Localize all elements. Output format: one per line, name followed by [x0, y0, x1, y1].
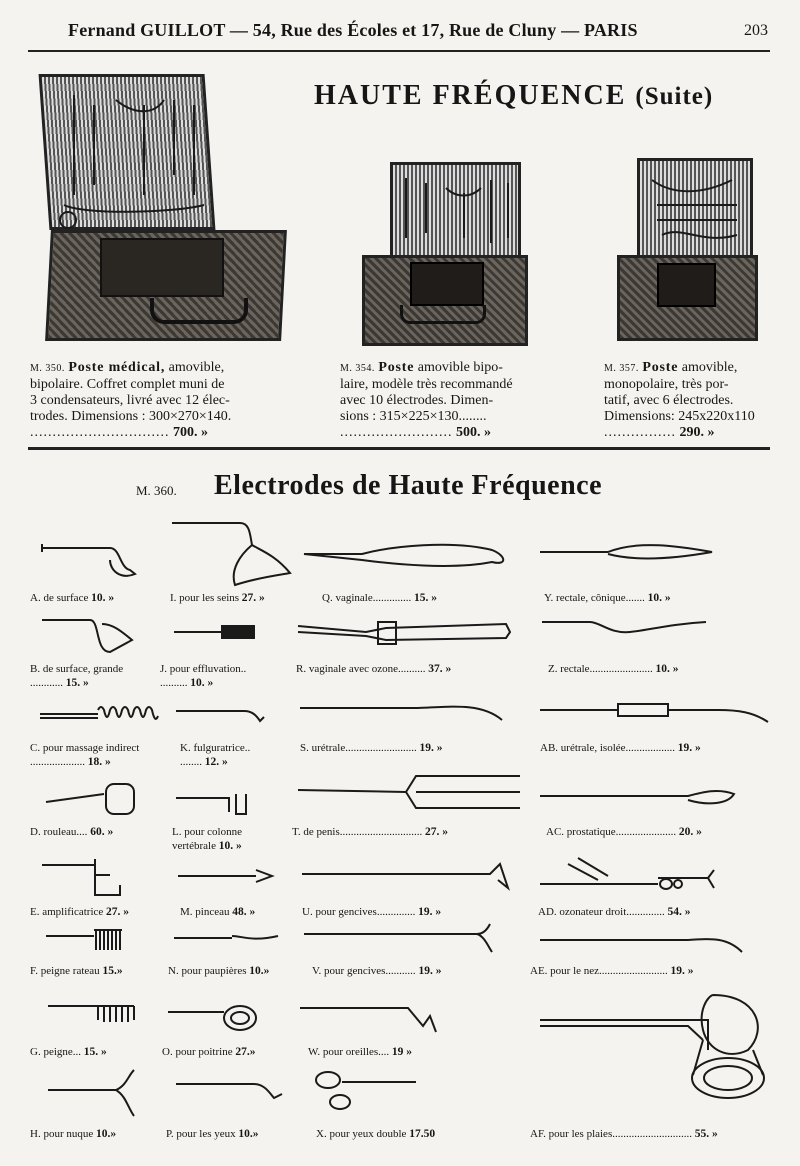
- electrode-label-m: [180, 905, 255, 919]
- electrode-name: Z. rectale.......................: [548, 663, 653, 675]
- electrode-label-q: [322, 591, 437, 605]
- electrode-dots: ........: [180, 756, 202, 768]
- electrode-price: 20. »: [678, 826, 702, 838]
- product-dots: .........................: [340, 425, 453, 440]
- electrode-label-a: [30, 591, 114, 605]
- electrode-price: 54. »: [667, 906, 691, 918]
- product-desc-m350: [30, 360, 280, 441]
- electrode-w-drawing: [298, 998, 448, 1038]
- electrode-name: L. pour colonne: [172, 826, 242, 838]
- electrode-b-drawing: [40, 612, 140, 657]
- electrode-name: F. peigne rateau: [30, 965, 100, 977]
- electrode-j-drawing: [172, 622, 262, 642]
- electrode-price: 15.»: [102, 965, 123, 977]
- electrode-label-p: [166, 1127, 259, 1141]
- electrode-u-drawing: [300, 860, 515, 890]
- product-name: Poste: [378, 360, 415, 375]
- product-desc-m354: [340, 360, 555, 441]
- electrode-ae-drawing: [538, 930, 748, 960]
- electrode-label-s: [300, 741, 442, 755]
- electrodes-ref: M. 360.: [136, 483, 177, 498]
- electrode-name: H. pour nuque: [30, 1128, 94, 1140]
- electrode-d-drawing: [44, 780, 144, 820]
- electrode-name: AC. prostatique......................: [546, 826, 677, 838]
- product-name: Poste: [642, 360, 679, 375]
- electrode-name: I. pour les seins: [170, 592, 240, 604]
- electrode-label-o: [162, 1045, 255, 1059]
- electrodes-title: Electrodes de Haute Fréquence: [214, 470, 603, 501]
- electrode-label-ae: [530, 964, 694, 978]
- product-dots: ...............................: [30, 425, 170, 440]
- electrode-name: R. vaginale avec ozone..........: [296, 663, 426, 675]
- electrode-name: S. urétrale..........................: [300, 742, 417, 754]
- electrode-o-drawing: [166, 1002, 261, 1037]
- product-text: laire, modèle très recommandé: [340, 377, 513, 392]
- electrode-price: 15. »: [83, 1046, 107, 1058]
- case-apparatus: [410, 262, 484, 306]
- electrode-l-drawing: [174, 790, 254, 820]
- electrode-label-b: [30, 662, 123, 690]
- electrode-name: AE. pour le nez.........................: [530, 965, 668, 977]
- product-text: amovible bipo-: [417, 360, 503, 375]
- electrode-label-n: [168, 964, 269, 978]
- electrode-price: 27.»: [235, 1046, 256, 1058]
- electrode-label-ac: [546, 825, 702, 839]
- header-address: Fernand GUILLOT — 54, Rue des Écoles et 17, Rue de Cluny — PARIS: [68, 20, 638, 40]
- product-ref: M. 350.: [30, 363, 65, 374]
- electrode-price: 10.»: [96, 1128, 117, 1140]
- electrode-price: 27. »: [241, 592, 265, 604]
- electrode-price: 27. »: [106, 906, 130, 918]
- electrode-y-drawing: [538, 540, 718, 570]
- electrode-price: 19. »: [677, 742, 701, 754]
- electrode-price: 18. »: [87, 756, 111, 768]
- electrode-name: Q. vaginale..............: [322, 592, 412, 604]
- electrode-v-drawing: [302, 922, 502, 957]
- electrode-ac-drawing: [538, 784, 738, 814]
- electrode-name: P. pour les yeux: [166, 1128, 236, 1140]
- product-text: amovible,: [681, 360, 738, 375]
- electrode-label-g: [30, 1045, 107, 1059]
- electrode-label-u: [302, 905, 441, 919]
- electrode-name: E. amplificatrice: [30, 906, 104, 918]
- electrode-dots: vertébrale: [172, 840, 216, 852]
- product-dots: ................: [604, 425, 676, 440]
- electrode-price: 10.»: [249, 965, 270, 977]
- electrode-name: Y. rectale, cônique.......: [544, 592, 645, 604]
- electrode-label-k: [180, 741, 250, 769]
- electrode-name: AD. ozonateur droit..............: [538, 906, 665, 918]
- electrode-i-drawing: [170, 515, 295, 585]
- electrode-label-j: [160, 662, 246, 690]
- electrode-price: 10.»: [238, 1128, 259, 1140]
- electrode-name: D. rouleau....: [30, 826, 88, 838]
- electrode-name: U. pour gencives..............: [302, 906, 416, 918]
- electrode-name: V. pour gencives...........: [312, 965, 416, 977]
- electrode-t-drawing: [296, 770, 526, 815]
- electrode-label-l: [172, 825, 242, 853]
- electrode-name: AF. pour les plaies.............................: [530, 1128, 692, 1140]
- electrode-label-c: [30, 741, 139, 769]
- lid-electrodes-illustration: [642, 165, 752, 260]
- electrode-label-af: [530, 1127, 718, 1141]
- electrode-h-drawing: [46, 1068, 141, 1118]
- product-image-m354: [360, 160, 525, 345]
- section-title-suite: (Suite): [635, 83, 714, 110]
- section-divider: [28, 447, 770, 450]
- electrode-price: 15. »: [65, 677, 89, 689]
- electrode-dots: ..........: [160, 677, 188, 689]
- electrode-name: C. pour massage indirect: [30, 742, 140, 754]
- electrode-price: 27. »: [425, 826, 449, 838]
- electrode-label-e: [30, 905, 129, 919]
- electrode-dots: ............: [30, 677, 63, 689]
- electrode-price: 19. »: [419, 742, 443, 754]
- lid-electrodes-illustration: [396, 168, 521, 258]
- case-apparatus: [100, 238, 224, 297]
- electrode-label-d: [30, 825, 113, 839]
- electrode-label-w: [308, 1045, 412, 1059]
- electrode-label-r: [296, 662, 451, 676]
- electrode-name: K. fulguratrice..: [180, 742, 251, 754]
- product-text: amovible,: [168, 360, 225, 375]
- electrode-price: 60. »: [90, 826, 114, 838]
- product-text: trodes. Dimensions : 300×270×140.: [30, 409, 232, 424]
- case-handle: [150, 298, 248, 324]
- product-ref: M. 354.: [340, 363, 375, 374]
- product-image-m350: [40, 70, 285, 345]
- electrode-price: 55. »: [694, 1128, 718, 1140]
- case-handle: [400, 305, 486, 324]
- electrode-price: 19 »: [391, 1046, 413, 1058]
- electrode-price: 19. »: [418, 965, 442, 977]
- electrode-label-h: [30, 1127, 116, 1141]
- electrode-name: N. pour paupières: [168, 965, 247, 977]
- section-title: [314, 80, 713, 112]
- product-text: tatif, avec 6 électrodes.: [604, 393, 734, 408]
- electrode-label-x: [316, 1127, 435, 1141]
- electrode-price: 10. »: [91, 592, 115, 604]
- electrode-a-drawing: [40, 540, 140, 580]
- electrode-name: AB. urétrale, isolée..................: [540, 742, 676, 754]
- electrode-price: 19. »: [670, 965, 694, 977]
- header-rule: [28, 50, 770, 52]
- electrode-af-drawing: [538, 990, 773, 1110]
- electrode-name: X. pour yeux double: [316, 1128, 407, 1140]
- electrode-label-ab: [540, 741, 701, 755]
- electrode-price: 10. »: [190, 677, 214, 689]
- electrode-label-ad: [538, 905, 691, 919]
- electrode-r-drawing: [296, 616, 516, 646]
- product-text: 3 condensateurs, livré avec 12 élec-: [30, 393, 230, 408]
- electrode-label-f: [30, 964, 123, 978]
- electrode-name: B. de surface, grande: [30, 663, 124, 675]
- electrode-label-z: [548, 662, 679, 676]
- product-name: Poste médical,: [68, 360, 166, 375]
- electrode-e-drawing: [40, 855, 130, 900]
- electrode-price: 10. »: [218, 840, 242, 852]
- electrode-x-drawing: [312, 1068, 422, 1113]
- product-text: monopolaire, très por-: [604, 377, 729, 392]
- product-price: 290. »: [679, 425, 715, 440]
- electrode-n-drawing: [172, 930, 282, 950]
- electrode-name: O. pour poitrine: [162, 1046, 233, 1058]
- electrode-c-drawing: [38, 706, 163, 726]
- electrode-g-drawing: [46, 1000, 141, 1030]
- product-ref: M. 357.: [604, 363, 639, 374]
- product-image-m357: [612, 155, 757, 340]
- electrode-price: 19. »: [418, 906, 442, 918]
- electrode-name: W. pour oreilles....: [308, 1046, 390, 1058]
- product-text: avec 10 électrodes. Dimen-: [340, 393, 494, 408]
- product-desc-m357: [604, 360, 794, 441]
- electrode-price: 15. »: [413, 592, 437, 604]
- electrode-ab-drawing: [538, 700, 773, 730]
- electrode-price: 10. »: [655, 663, 679, 675]
- electrode-label-i: [170, 591, 265, 605]
- electrode-z-drawing: [540, 612, 710, 642]
- electrode-k-drawing: [174, 703, 269, 728]
- electrode-p-drawing: [174, 1076, 289, 1106]
- electrode-name: J. pour effluvation..: [160, 663, 247, 675]
- electrode-s-drawing: [298, 700, 508, 725]
- section-title-main: HAUTE FRÉQUENCE: [314, 80, 627, 111]
- product-text: Dimensions: 245x220x110: [604, 409, 755, 424]
- page-number: 203: [744, 22, 768, 39]
- product-text: sions : 315×225×130........: [340, 409, 487, 424]
- product-text: bipolaire. Coffret complet muni de: [30, 377, 225, 392]
- electrode-name: M. pinceau: [180, 906, 230, 918]
- electrode-name: T. de penis..............................: [292, 826, 423, 838]
- electrode-q-drawing: [302, 540, 512, 575]
- electrode-price: 17.50: [409, 1128, 436, 1140]
- electrode-label-t: [292, 825, 448, 839]
- product-price: 700. »: [173, 425, 208, 440]
- electrode-f-drawing: [44, 926, 129, 956]
- electrode-name: A. de surface: [30, 592, 89, 604]
- electrode-price: 12. »: [204, 756, 228, 768]
- electrode-price: 10. »: [647, 592, 671, 604]
- product-price: 500. »: [456, 425, 491, 440]
- electrode-price: 48. »: [232, 906, 256, 918]
- electrode-ad-drawing: [538, 856, 723, 896]
- page-header: [0, 10, 800, 46]
- electrode-name: G. peigne...: [30, 1046, 82, 1058]
- case-apparatus: [657, 263, 716, 307]
- electrode-price: 37. »: [428, 663, 452, 675]
- electrode-label-v: [312, 964, 441, 978]
- lid-electrodes-illustration: [54, 85, 214, 235]
- electrode-m-drawing: [176, 866, 276, 886]
- electrode-dots: ....................: [30, 756, 85, 768]
- electrode-label-y: [544, 591, 671, 605]
